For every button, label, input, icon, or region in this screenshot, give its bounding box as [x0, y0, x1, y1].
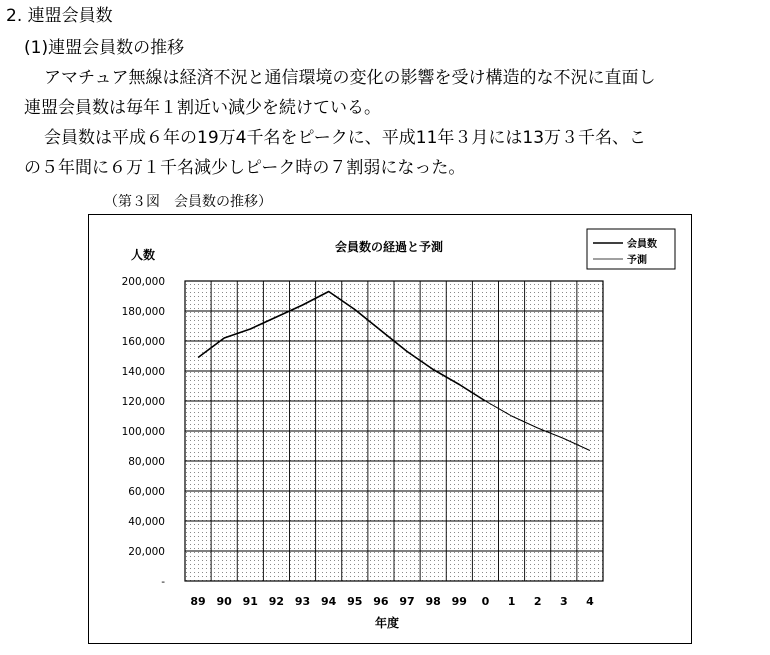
y-tick-label: 200,000	[121, 276, 165, 288]
x-tick-label: 94	[321, 595, 337, 608]
legend-label-forecast: 予測	[627, 255, 647, 266]
paragraph-2-line-1: 会員数は平成６年の19万4千名をピークに、平成11年３月には13万３千名、こ	[44, 128, 647, 148]
x-tick-label: 99	[451, 595, 467, 608]
legend	[587, 229, 675, 269]
x-tick-labels	[190, 595, 594, 608]
chart-title: 会員数の経過と予測	[334, 240, 444, 254]
membership-line-chart	[89, 215, 690, 642]
x-tick-label: 4	[586, 595, 594, 608]
x-tick-label: 1	[507, 595, 516, 608]
x-tick-label: 89	[190, 595, 206, 608]
y-tick-label: 80,000	[128, 456, 165, 468]
legend-label-member-count: 会員数	[627, 239, 657, 250]
y-tick-label: 20,000	[128, 546, 165, 558]
y-tick-label: 140,000	[121, 366, 165, 378]
x-tick-label: 3	[559, 595, 568, 608]
paragraph-1-line-2: 連盟会員数は毎年１割近い減少を続けている。	[24, 98, 381, 118]
y-tick-labels	[122, 276, 166, 588]
x-axis-label: 年度	[374, 616, 400, 630]
paragraph-2-line-2: の５年間に６万１千名減少しピーク時の７割弱になった。	[24, 158, 466, 178]
section-heading: 2. 連盟会員数	[6, 6, 113, 26]
x-tick-label: 93	[294, 595, 311, 608]
y-tick-label: -	[161, 576, 165, 588]
y-tick-label: 100,000	[121, 426, 165, 438]
figure-caption: （第３図 会員数の推移）	[104, 194, 272, 210]
y-axis-label: 人数	[131, 248, 156, 262]
x-tick-label: 2	[533, 595, 542, 608]
x-tick-label: 95	[347, 595, 363, 608]
x-tick-label: 98	[425, 595, 441, 608]
y-tick-label: 160,000	[121, 336, 165, 348]
y-tick-label: 40,000	[128, 516, 165, 528]
x-tick-label: 97	[399, 595, 415, 608]
x-tick-label: 90	[216, 595, 232, 608]
x-tick-label: 92	[268, 595, 285, 608]
y-tick-label: 60,000	[128, 486, 165, 498]
x-tick-label: 91	[242, 595, 258, 608]
paragraph-1-line-1: アマチュア無線は経済不況と通信環境の変化の影響を受け構造的な不況に直面し	[44, 68, 656, 88]
x-tick-label: 0	[481, 595, 490, 608]
y-tick-label: 180,000	[121, 306, 165, 318]
chart-frame	[88, 214, 692, 644]
subsection-heading: (1)連盟会員数の推移	[24, 38, 185, 58]
y-tick-label: 120,000	[121, 396, 165, 408]
x-tick-label: 96	[373, 595, 389, 608]
